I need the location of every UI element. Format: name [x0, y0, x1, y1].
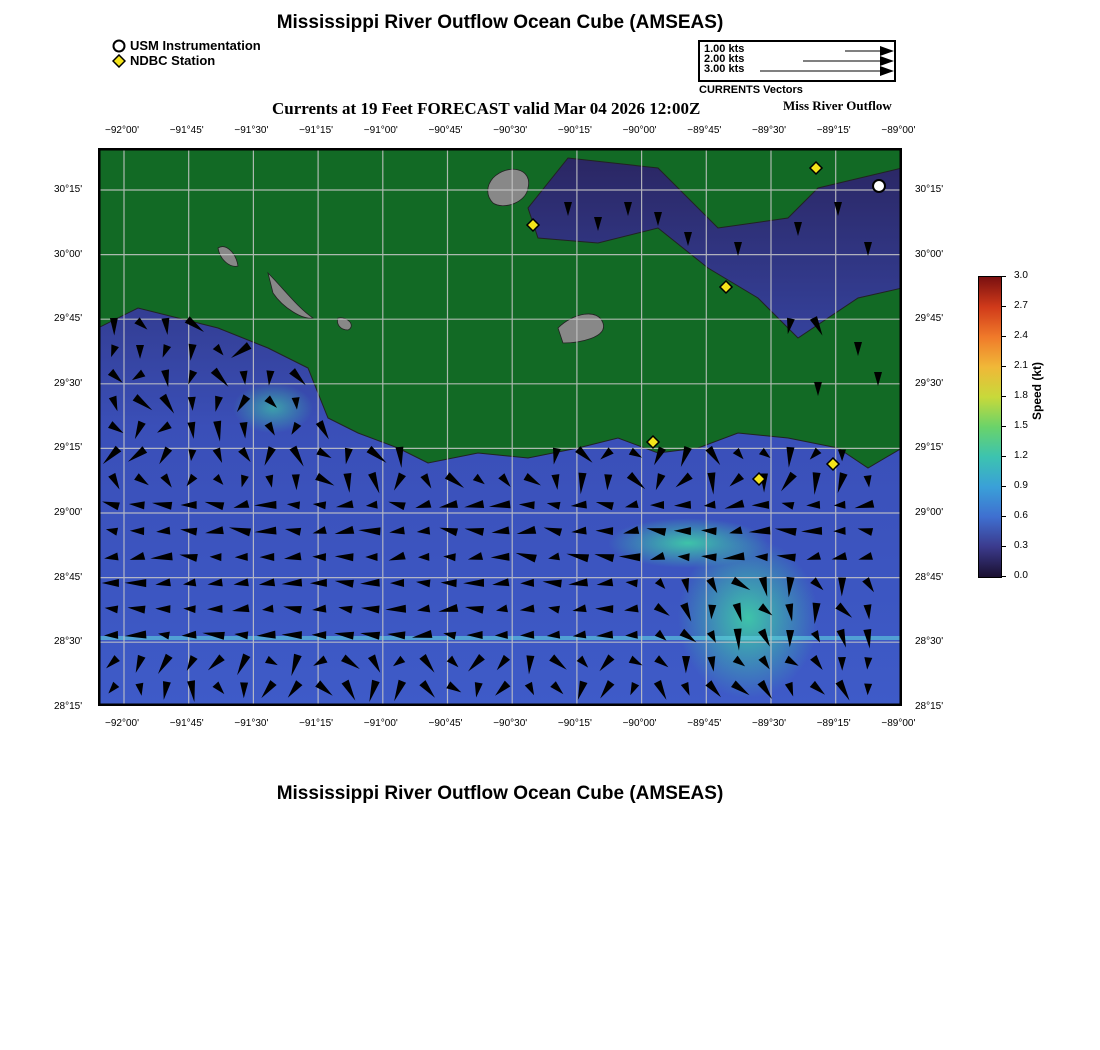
ocean-current-map [98, 148, 902, 706]
colorbar-tick-label: 0.9 [1014, 480, 1028, 491]
colorbar-tick-mark [1001, 306, 1006, 307]
latitude-tick-label: 30°15' [915, 184, 944, 195]
latitude-tick-label: 29°30' [915, 377, 944, 389]
colorbar-tick-mark [1001, 336, 1006, 337]
ndbc-legend-item [112, 53, 215, 68]
vector-scale-arrows [700, 42, 894, 80]
colorbar-tick-mark [1001, 486, 1006, 487]
longitude-tick-label: −89°15' [816, 718, 851, 729]
latitude-tick-label: 29°45' [54, 313, 83, 325]
longitude-tick-label: −91°30' [234, 125, 269, 136]
latitude-tick-label: 29°15' [54, 442, 83, 454]
longitude-tick-label: −91°00' [363, 125, 398, 136]
colorbar-label: Speed (kt) [1030, 361, 1044, 420]
longitude-tick-label: −92°00' [105, 125, 139, 136]
longitude-tick-label: −90°15' [557, 718, 592, 729]
colorbar-tick-label: 2.1 [1014, 360, 1028, 371]
usm-circle-icon [112, 39, 126, 53]
longitude-tick-label: −91°45' [169, 125, 204, 136]
longitude-tick-label: −89°45' [687, 125, 722, 136]
longitude-tick-label: −90°30' [493, 125, 528, 136]
longitude-tick-label: −91°00' [363, 718, 398, 729]
colorbar-tick-mark [1001, 366, 1006, 367]
latitude-tick-label: 30°00' [915, 248, 944, 260]
latitude-tick-label: 29°15' [915, 442, 944, 454]
longitude-tick-label: −90°00' [622, 125, 657, 136]
longitude-tick-label: −91°15' [299, 125, 334, 136]
colorbar-tick-label: 1.8 [1014, 390, 1028, 401]
longitude-tick-label: −91°15' [299, 718, 334, 729]
colorbar-tick-mark [1001, 516, 1006, 517]
footer-title: Mississippi River Outflow Ocean Cube (AMSEAS) [276, 783, 724, 804]
longitude-tick-label: −91°45' [169, 718, 204, 729]
colorbar-tick-label: 3.0 [1014, 270, 1028, 281]
vector-scale-3: 3.00 kts [704, 63, 745, 75]
latitude-tick-label: 28°30' [54, 636, 83, 648]
colorbar-tick-label: 2.4 [1014, 330, 1028, 341]
colorbar-tick-mark [1001, 456, 1006, 457]
longitude-tick-label: −90°45' [428, 125, 463, 136]
colorbar-tick-mark [1001, 396, 1006, 397]
colorbar-tick-label: 0.0 [1014, 570, 1028, 581]
colorbar-tick-label: 1.2 [1014, 450, 1028, 461]
longitude-tick-label: −89°00' [881, 125, 916, 136]
longitude-tick-label: −89°30' [752, 125, 786, 136]
longitude-tick-label: −89°45' [687, 718, 722, 729]
colorbar-tick-label: 0.6 [1014, 510, 1028, 521]
longitude-tick-label: −89°30' [752, 718, 786, 729]
longitude-tick-label: −90°00' [622, 718, 657, 729]
latitude-tick-label: 30°00' [54, 248, 83, 260]
colorbar-tick-label: 2.7 [1014, 300, 1028, 311]
usm-instrument-marker[interactable] [873, 180, 885, 192]
region-label: Miss River Outflow [783, 98, 892, 113]
usm-legend-item [112, 38, 261, 53]
vector-scale-2: 2.00 kts [704, 53, 745, 65]
latitude-tick-label: 28°45' [915, 571, 944, 583]
ndbc-diamond-icon [112, 54, 126, 68]
usm-legend-label: USM Instrumentation [130, 38, 261, 53]
latitude-tick-label: 28°15' [54, 700, 83, 712]
vector-scale-box [698, 40, 896, 82]
latitude-tick-label: 30°15' [54, 184, 83, 195]
latitude-tick-label: 28°45' [54, 571, 83, 583]
map-subtitle: Currents at 19 Feet FORECAST valid Mar 04 2026 12:00Z [272, 99, 701, 118]
colorbar-tick-mark [1001, 276, 1006, 277]
latitude-tick-label: 29°30' [54, 377, 83, 389]
longitude-tick-label: −89°00' [881, 718, 916, 729]
longitude-tick-label: −90°45' [428, 718, 463, 729]
colorbar-tick-label: 0.3 [1014, 540, 1028, 551]
latitude-tick-label: 28°15' [915, 700, 944, 712]
vector-scale-1: 1.00 kts [704, 43, 745, 55]
longitude-tick-label: −90°30' [493, 718, 528, 729]
longitude-tick-label: −91°30' [234, 718, 269, 729]
latitude-tick-label: 29°00' [915, 507, 944, 518]
colorbar-tick-mark [1001, 426, 1006, 427]
vector-caption: CURRENTS Vectors [699, 84, 803, 96]
latitude-tick-label: 29°00' [54, 507, 83, 518]
colorbar-tick-mark [1001, 576, 1006, 577]
latitude-tick-label: 29°45' [915, 313, 944, 325]
colorbar-tick-label: 1.5 [1014, 420, 1028, 431]
ndbc-legend-label: NDBC Station [130, 53, 216, 68]
colorbar-tick-mark [1001, 546, 1006, 547]
longitude-tick-label: −89°15' [816, 125, 851, 136]
longitude-tick-label: −92°00' [105, 718, 139, 729]
longitude-tick-label: −90°15' [557, 125, 592, 136]
speed-colorbar [978, 276, 1002, 578]
main-title: Mississippi River Outflow Ocean Cube (AMSEAS) [276, 12, 724, 33]
latitude-tick-label: 28°30' [915, 636, 944, 648]
